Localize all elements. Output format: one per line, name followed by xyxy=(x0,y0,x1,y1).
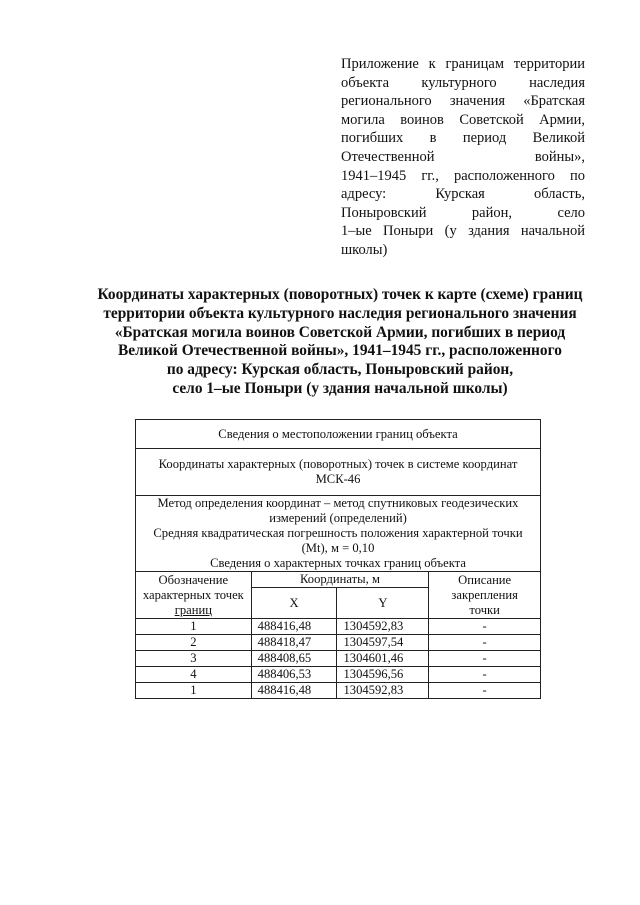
y-cell: 1304596,56 xyxy=(337,667,429,683)
annex-line: Приложение к границам территории xyxy=(341,56,585,72)
method-line: Средняя квадратическая погрешность положения характерной точки xyxy=(153,526,523,540)
annex-line: Отечественной войны», xyxy=(341,148,585,165)
method-line: измерений (определений) xyxy=(269,511,407,525)
desc-cell: - xyxy=(429,619,541,635)
heading-line: Великой Отечественной войны», 1941–1945 гг., расположенного xyxy=(118,342,562,360)
coord-system-cell: Координаты характерных (поворотных) точек в системе координат МСК-46 xyxy=(136,449,541,496)
x-cell: 488408,65 xyxy=(251,651,337,667)
point-cell: 2 xyxy=(136,635,252,651)
x-cell: 488406,53 xyxy=(251,667,337,683)
table-row xyxy=(136,651,541,667)
x-header: X xyxy=(251,588,337,619)
heading-line: Координаты характерных (поворотных) точек к карте (схеме) границ xyxy=(97,286,583,303)
annex-line: 1941–1945 гг., расположенного по xyxy=(341,167,585,184)
annex-line: школы) xyxy=(341,241,388,258)
heading-line: по адресу: Курская область, Поныровский район, xyxy=(166,361,514,379)
annex-line: могила воинов Советской Армии, xyxy=(341,111,585,128)
annex-line: регионального значения «Братская xyxy=(341,93,585,110)
y-cell: 1304592,83 xyxy=(337,683,429,699)
annex-line: погибших в период Великой xyxy=(341,130,585,147)
coords-header: Координаты, м xyxy=(251,572,429,588)
desc-cell: - xyxy=(429,635,541,651)
desc-cell: - xyxy=(429,667,541,683)
heading-line: «Братская могила воинов Советской Армии, погибших в период xyxy=(114,323,566,341)
annex-line: объекта культурного наследия xyxy=(341,74,585,91)
document-heading xyxy=(70,286,610,399)
x-cell: 488416,48 xyxy=(251,619,337,635)
coordinates-table xyxy=(135,419,541,699)
heading-line: территории объекта культурного наследия регионального значения xyxy=(103,304,577,322)
y-cell: 1304601,46 xyxy=(337,651,429,667)
description-header: Описание закрепления точки xyxy=(429,572,541,619)
designation-header: Обозначение характерных точек границ xyxy=(136,572,252,619)
method-line: Метод определения координат – метод спутниковых геодезических xyxy=(157,496,519,510)
desc-cell: - xyxy=(429,683,541,699)
annex-note xyxy=(341,55,585,260)
y-header: Y xyxy=(337,588,429,619)
annex-line: Поныровский район, село xyxy=(341,204,585,221)
table-row xyxy=(136,635,541,651)
point-cell: 4 xyxy=(136,667,252,683)
annex-line: 1–ые Поныри (у здания начальной xyxy=(341,223,585,240)
y-cell: 1304592,83 xyxy=(337,619,429,635)
table-row xyxy=(136,667,541,683)
method-line: Сведения о характерных точках границ объекта xyxy=(210,556,466,570)
method-cell xyxy=(136,496,541,572)
x-cell: 488418,47 xyxy=(251,635,337,651)
point-cell: 3 xyxy=(136,651,252,667)
point-cell: 1 xyxy=(136,619,252,635)
method-line: (Mt), м = 0,10 xyxy=(301,541,375,555)
annex-line: адресу: Курская область, xyxy=(341,186,585,203)
location-title-cell: Сведения о местоположении границ объекта xyxy=(136,420,541,449)
heading-line: село 1–ые Поныри (у здания начальной школы) xyxy=(172,379,508,397)
y-cell: 1304597,54 xyxy=(337,635,429,651)
x-cell: 488416,48 xyxy=(251,683,337,699)
table-row xyxy=(136,619,541,635)
desc-cell: - xyxy=(429,651,541,667)
point-cell: 1 xyxy=(136,683,252,699)
table-row xyxy=(136,683,541,699)
